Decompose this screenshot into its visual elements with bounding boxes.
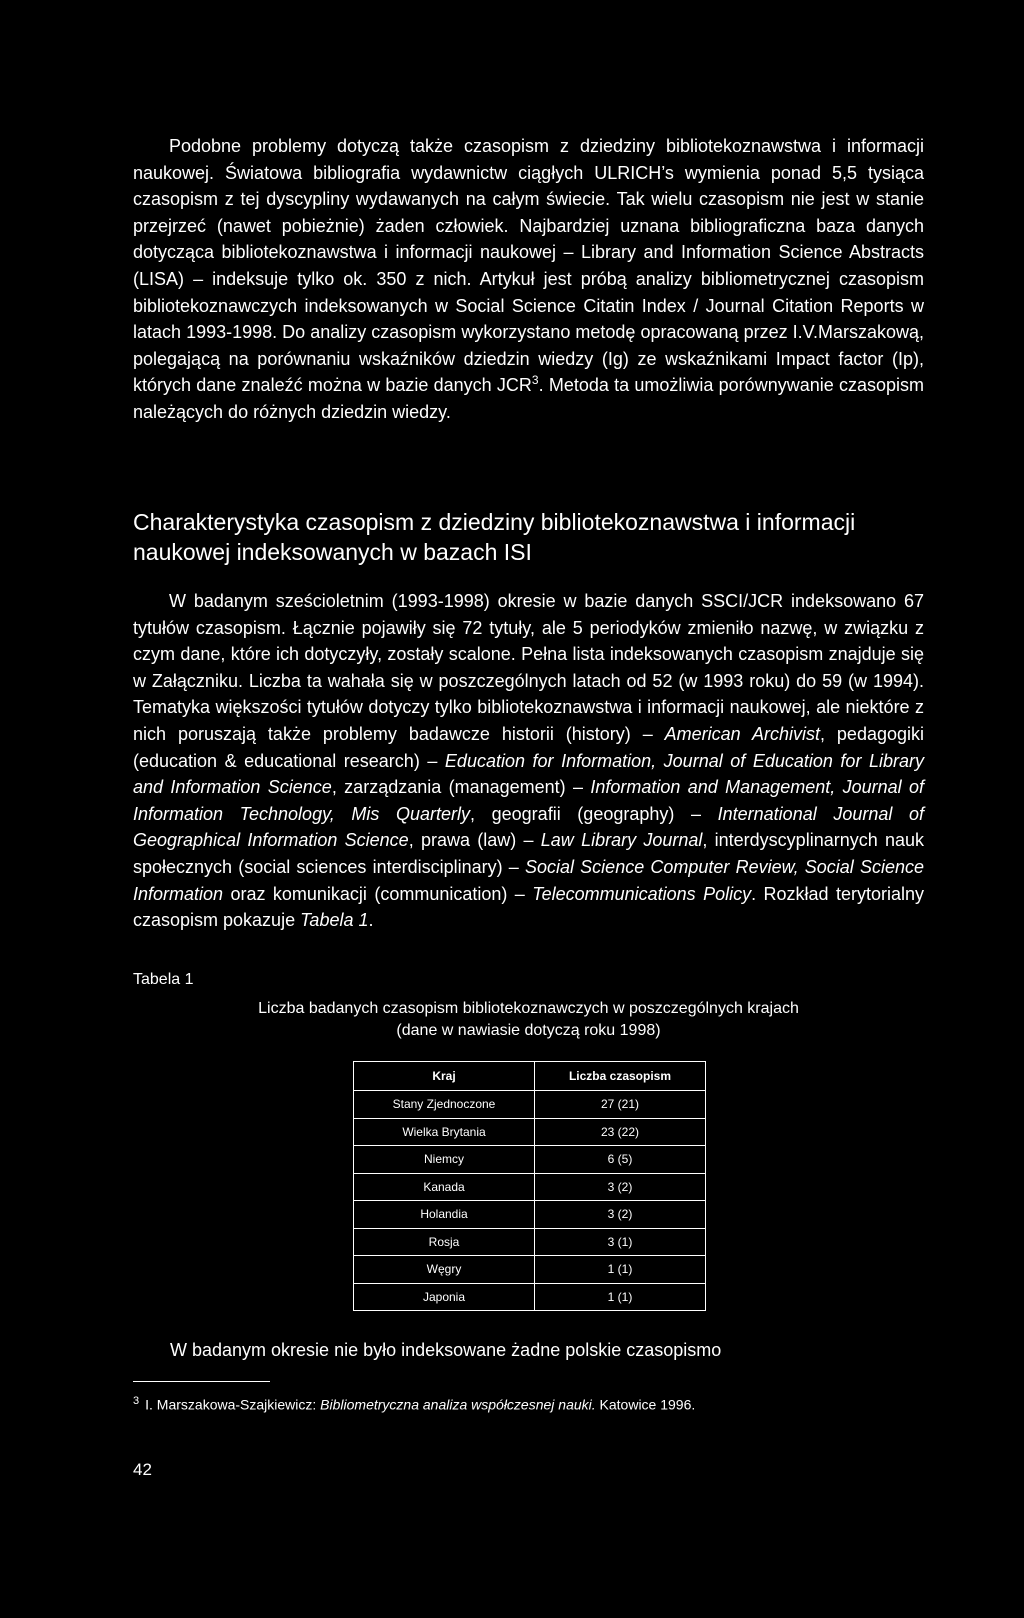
table-row: [354, 1283, 706, 1311]
footnote: [133, 1395, 695, 1413]
country-cell: Rosja: [354, 1228, 535, 1256]
text-run: , geografii (geography) –: [470, 803, 718, 824]
table-reference: Tabela 1: [300, 910, 369, 931]
column-header-country: Kraj: [354, 1062, 535, 1091]
country-cell: Niemcy: [354, 1146, 535, 1174]
text-run: . Rozkład terytorialny czasopism pokazuje: [133, 883, 924, 931]
country-cell: Węgry: [354, 1256, 535, 1284]
intro-text-2: . Metoda ta umożliwia porównywanie czasopism należących do różnych dziedzin wiedzy.: [133, 375, 925, 422]
footnote-number: 3: [133, 1395, 140, 1407]
table-row: [354, 1146, 706, 1174]
footnote-author: I. Marszakowa-Szajkiewicz:: [145, 1396, 321, 1413]
count-cell: 3 (1): [535, 1228, 706, 1256]
table-row: [354, 1256, 706, 1284]
section-paragraph: [133, 588, 924, 934]
text-run: , zarządzania (management) –: [331, 777, 591, 798]
footnote-divider: [133, 1381, 270, 1382]
table-row: [354, 1173, 706, 1201]
count-cell: 23 (22): [535, 1118, 706, 1146]
country-cell: Stany Zjednoczone: [354, 1091, 535, 1119]
journal-title: American Archivist: [664, 723, 820, 744]
text-run: , prawa (law) –: [408, 830, 541, 851]
table-row: [354, 1091, 706, 1119]
table-row: [354, 1228, 706, 1256]
count-cell: 6 (5): [535, 1146, 706, 1174]
country-cell: Wielka Brytania: [354, 1118, 535, 1146]
count-cell: 1 (1): [535, 1283, 706, 1311]
count-cell: 27 (21): [535, 1091, 706, 1119]
countries-table: [353, 1061, 706, 1311]
journal-title: Social Science Computer Review, Social Science Information: [133, 856, 925, 904]
column-header-count: Liczba czasopism: [535, 1062, 706, 1091]
section-heading: Charakterystyka czasopism z dziedziny bibliotekoznawstwa i informacji naukowej indeksowanych w bazach ISI: [133, 509, 856, 565]
journal-title: Law Library Journal: [540, 830, 703, 851]
footnote-title: Bibliometryczna analiza współczesnej nauki.: [320, 1396, 596, 1413]
count-cell: 3 (2): [535, 1173, 706, 1201]
journal-title: Information and Management, Journal of Information Technology, Mis Quarterly: [133, 777, 924, 824]
journal-title: Telecommunications Policy: [532, 883, 752, 904]
table-header-row: [354, 1062, 706, 1091]
text-run: .: [368, 910, 374, 931]
journal-title: Education for Information, Journal of Education for Library and Information Science: [133, 750, 924, 798]
page-number: 42: [133, 1460, 152, 1479]
table-label: Tabela 1: [133, 971, 194, 988]
footnote-place: Katowice 1996.: [595, 1396, 696, 1413]
journal-title: International Journal of Geographical Information Science: [133, 803, 925, 851]
table-caption: [133, 998, 924, 1042]
count-cell: 1 (1): [535, 1256, 706, 1284]
caption-line-2: (dane w nawiasie dotyczą roku 1998): [396, 1022, 661, 1039]
text-run: , pedagogiki (education & educational research) –: [133, 723, 924, 771]
table-row: [354, 1118, 706, 1146]
text-run: oraz komunikacji (communication) –: [223, 883, 533, 904]
table-row: [354, 1201, 706, 1229]
intro-text-1: Podobne problemy dotyczą także czasopism z dziedziny bibliotekoznawstwa i informacji naukowej. Światowa bibliografia wydawnictw ciągłych ULRICH’s wymienia ponad 5,5 tysiąca czasopism z tej dyscypliny wydawanych na całym świecie. Tak wielu czasopism nie jest w stanie przejrzeć (nawet pobieżnie) żaden człowiek. Najbardziej uznana bibliograficzna baza danych dotycząca bibliotekoznawstwa i informacji naukowej – Library and Information Science Abstracts (LISA) – indeksuje tylko ok. 350 z nich. Artykuł jest próbą analizy bibliometrycznej czasopism bibliotekoznawczych indeksowanych w Social Science Citatin Index / Journal Citation Reports w latach 1993-1998. Do analizy czasopism wykorzystano metodę opracowaną przez I.V.Marszakową, polegającą na porównaniu wskaźników dziedzin wiedzy (Ig) ze wskaźnikami Impact factor (Ip), których dane znaleźć można w bazie danych JCR: [133, 136, 924, 396]
table-note: W badanym okresie nie było indeksowane żadne polskie czasopismo: [170, 1340, 722, 1360]
count-cell: 3 (2): [535, 1201, 706, 1229]
country-cell: Holandia: [354, 1201, 535, 1229]
text-run: , interdyscyplinarnych nauk społecznych (social sciences interdisciplinary) –: [133, 830, 925, 877]
country-cell: Japonia: [354, 1283, 535, 1311]
intro-paragraph: [133, 133, 924, 426]
footnote-reference[interactable]: 3: [531, 373, 539, 388]
country-cell: Kanada: [354, 1173, 535, 1201]
text-run: W badanym sześcioletnim (1993-1998) okresie w bazie danych SSCI/JCR indeksowano 67 tytułów czasopism. Łącznie pojawiły się 72 tytuły, ale 5 periodyków zmieniło nazwę, w związku z czym dane, które ich dotyczyły, zostały scalone. Pełna lista indeksowanych czasopism znajduje się w Załączniku. Liczba ta wahała się w poszczególnych latach od 52 (w 1993 roku) do 59 (w 1994). Tematyka większości tytułów dotyczy tylko bibliotekoznawstwa i informacji naukowej, ale niektóre z nich poruszają także problemy badawcze historii (history) –: [133, 591, 924, 744]
caption-line-1: Liczba badanych czasopism bibliotekoznawczych w poszczególnych krajach: [258, 1000, 799, 1017]
